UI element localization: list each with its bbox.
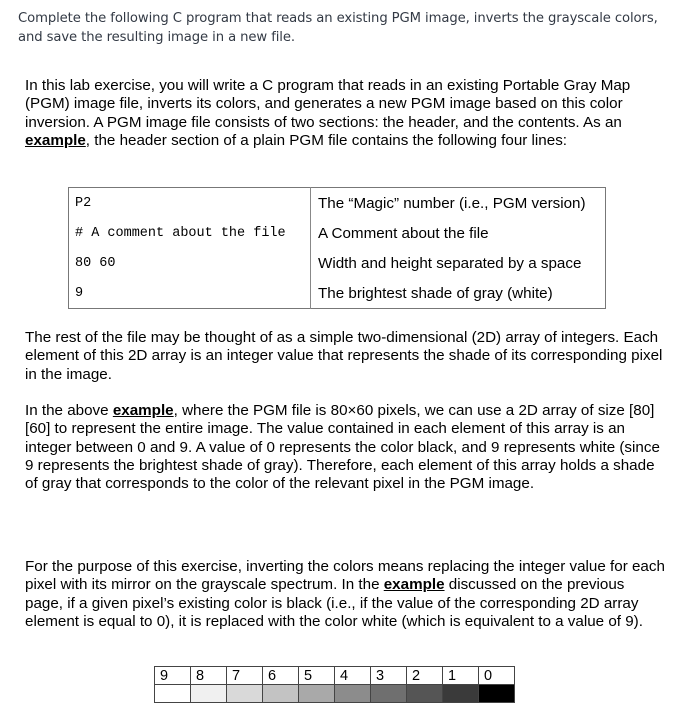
pgm-desc-cell: The “Magic” number (i.e., PGM version) [318, 194, 586, 212]
pgm-code-cell: 80 60 [69, 248, 311, 278]
scale-label: 8 [190, 666, 227, 685]
scale-swatch [442, 684, 479, 703]
scale-swatch [154, 684, 191, 703]
paragraph-2: The rest of the file may be thought of as a simple two-dimensional (2D) array of integers. Each element of this 2D array is an integer value that represents the shade of its corresponding pixel in the image. [25, 329, 663, 383]
scale-label: 9 [154, 666, 191, 685]
scale-label: 2 [406, 666, 443, 685]
pgm-desc-cell: A Comment about the file [318, 224, 489, 242]
scale-swatch [226, 684, 263, 703]
scale-label: 1 [442, 666, 479, 685]
pgm-code-cell: P2 [69, 188, 311, 219]
scale-label: 6 [262, 666, 299, 685]
scale-swatch [334, 684, 371, 703]
scale-swatch [370, 684, 407, 703]
pgm-desc-cell: The brightest shade of gray (white) [318, 284, 553, 302]
scale-label: 5 [298, 666, 335, 685]
paragraph-3: In the above example, where the PGM file is 80×60 pixels, we can use a 2D array of size [80][60] to represent the entire image. The value contained in each element of this array is an integer between 0 and 9. A value of 0 represents the color black, and 9 represents white (since 9 represents the brightest shade of gray). Therefore, each element of this array holds a shade of gray that corresponds to the color of the relevant pixel in the PGM image. [25, 402, 660, 493]
scale-swatch [190, 684, 227, 703]
example-link[interactable]: example [25, 131, 86, 149]
scale-label: 4 [334, 666, 371, 685]
scale-swatch [478, 684, 515, 703]
pgm-header-row [69, 218, 606, 248]
scale-swatches-row [154, 685, 514, 703]
pgm-header-row [69, 188, 606, 219]
pgm-desc-cell: Width and height separated by a space [318, 254, 582, 272]
scale-labels-row [154, 666, 514, 685]
pgm-header-table [68, 187, 606, 309]
example-link[interactable]: example [383, 576, 445, 594]
example-link[interactable]: example [112, 402, 174, 419]
paragraph-1: In this lab exercise, you will write a C program that reads in an existing Portable Gray Map (PGM) image file, inverts its colors, and generates a new PGM image based on this color inversion. A PGM image file consists of two sections: the header, and the contents. As an example, the header section of a plain PGM file contains the following four lines: [25, 77, 631, 149]
scale-label: 0 [478, 666, 515, 685]
pgm-code-cell: 9 [69, 278, 311, 309]
grayscale-scale [154, 666, 514, 703]
scale-label: 7 [226, 666, 263, 685]
paragraph-4: For the purpose of this exercise, inverting the colors means replacing the integer value for each pixel with its mirror on the grayscale spectrum. In the example discussed on the previous page, if a given pixel’s existing color is black (i.e., if the value of the corresponding 2D array element is equal to 0), it is replaced with the color white (which is equivalent to a value of 9). [25, 558, 665, 630]
scale-swatch [406, 684, 443, 703]
intro-text: Complete the following C program that reads an existing PGM image, inverts the grayscale colors, and save the resulting image in a new file. [18, 11, 658, 45]
scale-swatch [262, 684, 299, 703]
scale-label: 3 [370, 666, 407, 685]
pgm-header-row [69, 248, 606, 278]
pgm-header-row [69, 278, 606, 309]
pgm-code-cell: # A comment about the file [69, 218, 311, 248]
scale-swatch [298, 684, 335, 703]
